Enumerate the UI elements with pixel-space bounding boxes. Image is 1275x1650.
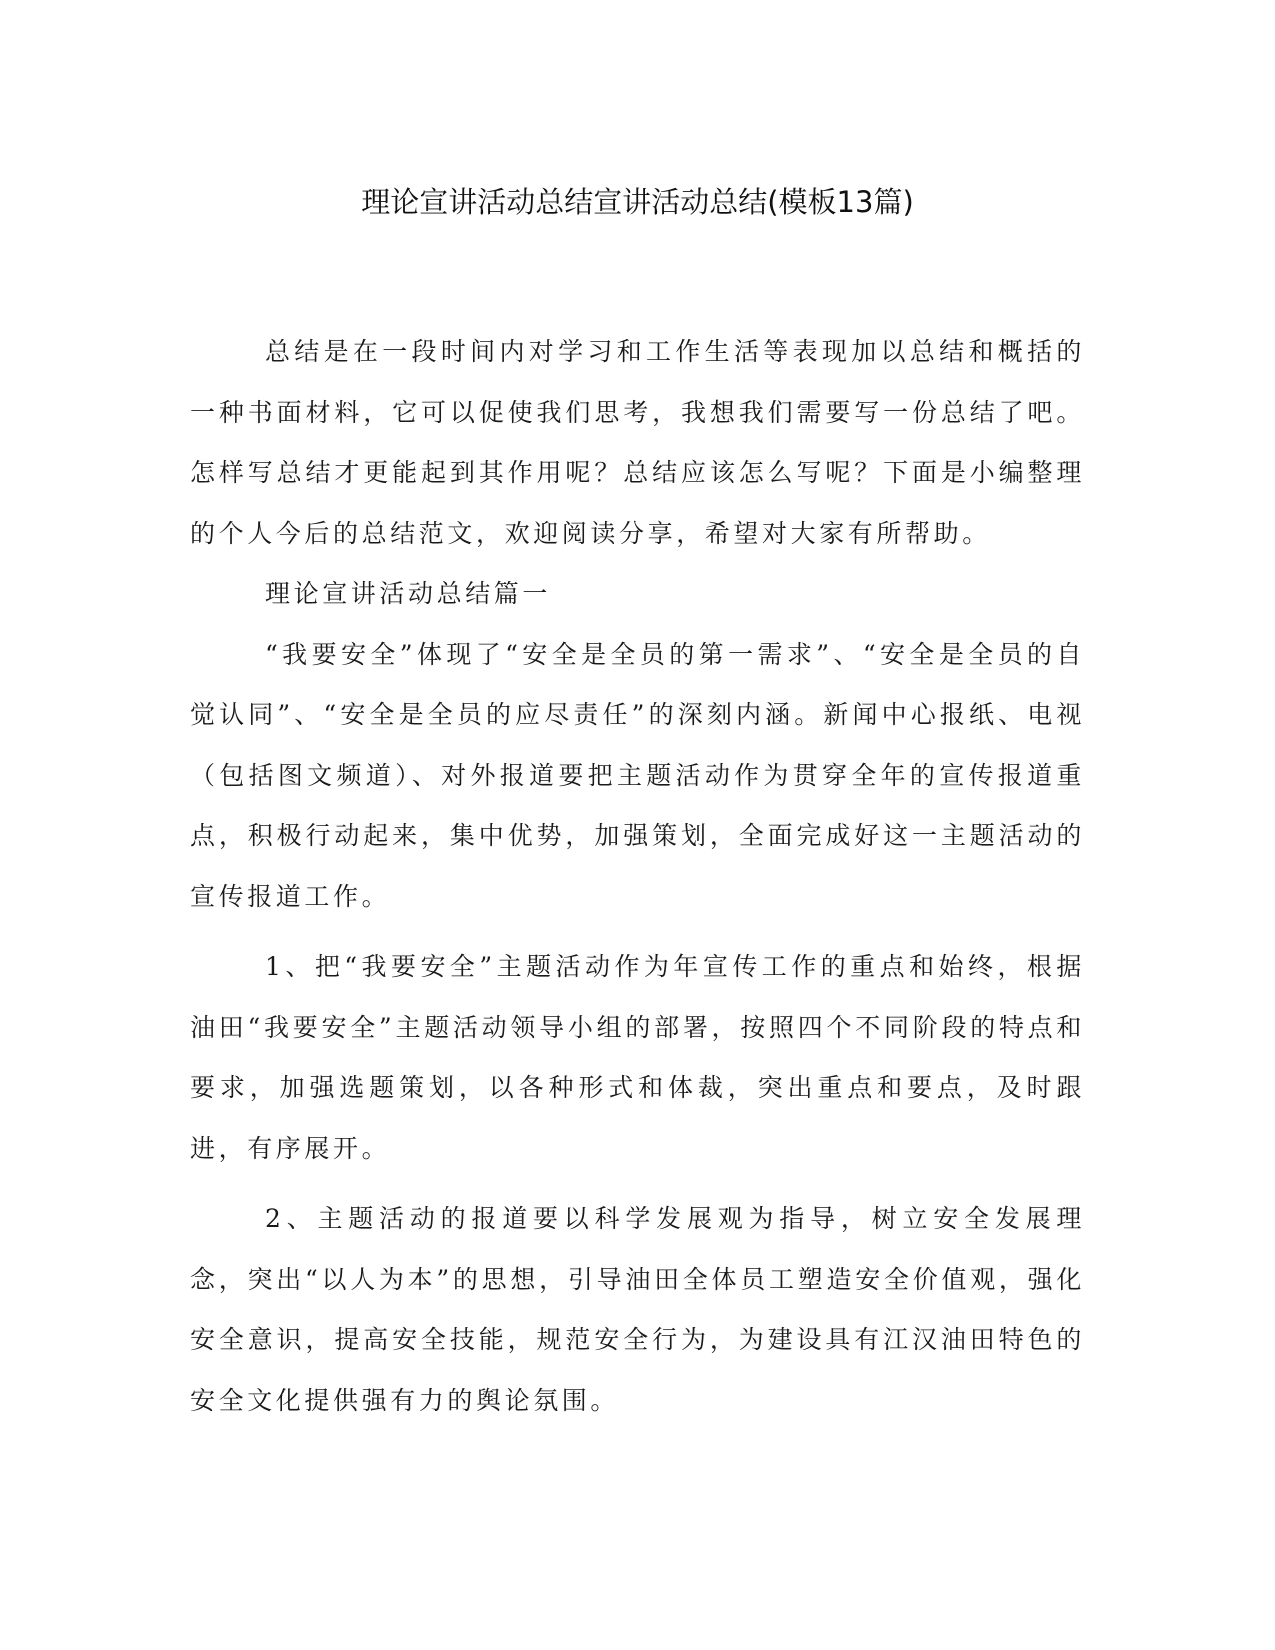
document-title: 理论宣讲活动总结宣讲活动总结(模板13篇) bbox=[361, 185, 914, 219]
document-body bbox=[190, 322, 1085, 1431]
paragraph-point-1: 1、把“我要安全”主题活动作为年宣传工作的重点和始终，根据油田“我要安全”主题活动领导小组的部署，按照四个不同阶段的特点和要求，加强选题策划，以各种形式和体裁，突出重点和要点，及时跟进，有序展开。 bbox=[190, 952, 1085, 1163]
section-heading: 理论宣讲活动总结篇一 bbox=[265, 579, 552, 608]
paragraph-point-2: 2、主题活动的报道要以科学发展观为指导，树立安全发展理念，突出“以人为本”的思想，引导油田全体员工塑造安全价值观，强化安全意识，提高安全技能，规范安全行为，为建设具有江汉油田特色的安全文化提供强有力的舆论氛围。 bbox=[190, 1204, 1085, 1415]
paragraph-intro: 总结是在一段时间内对学习和工作生活等表现加以总结和概括的一种书面材料，它可以促使我们思考，我想我们需要写一份总结了吧。怎样写总结才更能起到其作用呢？总结应该怎么写呢？下面是小编整理的个人今后的总结范文，欢迎阅读分享，希望对大家有所帮助。 bbox=[190, 337, 1085, 548]
paragraph-theme: “我要安全”体现了“安全是全员的第一需求”、“安全是全员的自觉认同”、“安全是全员的应尽责任”的深刻内涵。新闻中心报纸、电视（包括图文频道）、对外报道要把主题活动作为贯穿全年的宣传报道重点，积极行动起来，集中优势，加强策划，全面完成好这一主题活动的宣传报道工作。 bbox=[190, 639, 1085, 911]
